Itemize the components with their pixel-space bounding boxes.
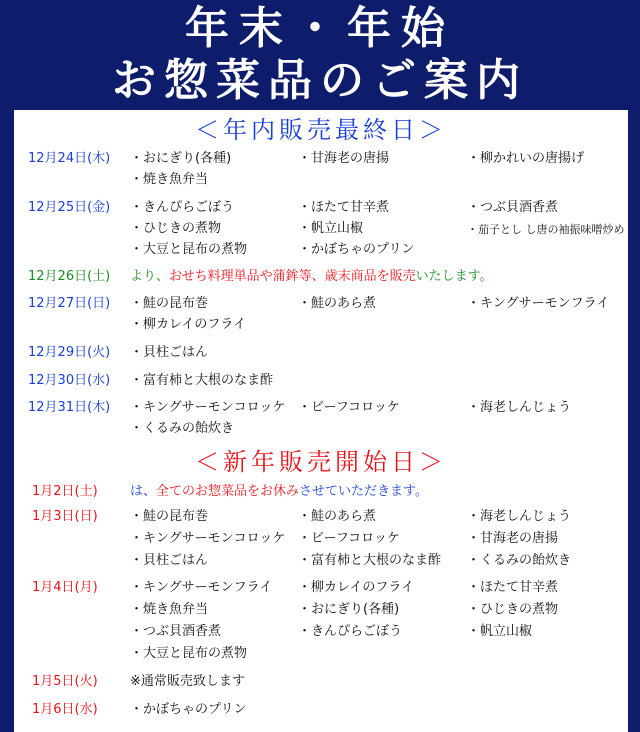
date-0104: 1月4日(月) xyxy=(32,580,98,595)
list-item: ・かぼちゃのプリン xyxy=(298,242,415,257)
list-item: ・鮭の昆布巻 xyxy=(130,296,209,311)
list-item: ・大豆と昆布の煮物 xyxy=(130,646,248,661)
date-0102: 1月2日(土) xyxy=(32,484,98,499)
list-item: ・柳カレイのフライ xyxy=(130,317,246,332)
list-item: ・くるみの飴炊き xyxy=(130,421,235,436)
date-0106: 1月6日(水) xyxy=(32,702,98,717)
list-item: ・ほたて甘辛煮 xyxy=(298,200,390,215)
list-item: ・おにぎり(各種) xyxy=(130,151,232,166)
list-item: ・きんぴらごぼう xyxy=(130,200,235,215)
list-item: ・キングサーモンフライ xyxy=(467,296,610,311)
list-item: ・鮭の昆布巻 xyxy=(130,509,209,524)
list-item: ・海老しんじょう xyxy=(467,400,572,415)
list-item: ・焼き魚弁当 xyxy=(130,172,209,187)
list-item: ・富有柿と大根のなま酢 xyxy=(298,553,442,568)
list-item: ・甘海老の唐揚 xyxy=(298,151,390,166)
list-item: ・貝柱ごはん xyxy=(130,553,209,568)
list-item: ・鮭のあら煮 xyxy=(298,509,377,524)
list-item: ・つぶ貝酒香煮 xyxy=(130,624,222,639)
list-item: ・つぶ貝酒香煮 xyxy=(467,200,559,215)
list-item: ・ひじきの煮物 xyxy=(467,602,559,617)
notice-0102 xyxy=(130,483,428,501)
title-line-2: お惣菜品のご案内 xyxy=(112,55,528,106)
list-item: ・貝柱ごはん xyxy=(130,345,209,360)
list-item: ・鮭のあら煮 xyxy=(298,296,377,311)
list-item: ・茄子とし し唐の袖振味噌炒め xyxy=(467,223,625,236)
header xyxy=(0,0,640,110)
list-item: ・帆立山椒 xyxy=(298,221,364,236)
notice-highlight: 全てのお惣菜品をお休み xyxy=(156,484,300,499)
list-item: ・キングサーモンフライ xyxy=(130,580,273,595)
notice-text: いたします。 xyxy=(415,269,493,284)
notice-text: より、 xyxy=(130,269,170,284)
list-item: ・柳かれいの唐揚げ xyxy=(467,151,585,166)
content-panel xyxy=(14,110,628,732)
list-item: ・焼き魚弁当 xyxy=(130,602,209,617)
date-1225: 12月25日(金) xyxy=(28,200,111,215)
notice-1226 xyxy=(130,268,493,286)
date-1226: 12月26日(土) xyxy=(28,269,111,284)
list-item: ・海老しんじょう xyxy=(467,509,572,524)
list-item: ・ビーフコロッケ xyxy=(298,531,400,546)
date-0103: 1月3日(日) xyxy=(32,509,98,524)
notice-text: させていただきます。 xyxy=(299,484,428,499)
date-0105: 1月5日(火) xyxy=(32,674,98,689)
section-title-new-year: ＜新年販売開始日＞ xyxy=(195,448,447,476)
list-item-note: ※通常販売致します xyxy=(130,674,245,689)
date-1231: 12月31日(木) xyxy=(28,400,111,415)
notice-text: は、 xyxy=(130,484,157,499)
date-1230: 12月30日(水) xyxy=(28,373,111,388)
list-item: ・富有柿と大根のなま酢 xyxy=(130,373,274,388)
title-line-1: 年末・年始 xyxy=(185,3,455,54)
list-item: ・ほたて甘辛煮 xyxy=(467,580,559,595)
list-item: ・かぼちゃのプリン xyxy=(130,702,247,717)
list-item: ・帆立山椒 xyxy=(467,624,533,639)
list-item: ・おにぎり(各種) xyxy=(298,602,400,617)
list-item: ・ひじきの煮物 xyxy=(130,221,222,236)
list-item: ・キングサーモンコロッケ xyxy=(130,400,286,415)
section-title-year-end: ＜年内販売最終日＞ xyxy=(195,116,447,144)
notice-highlight: おせち料理単品や蒲鉾等、歳末商品を販売 xyxy=(169,269,416,284)
date-1229: 12月29日(火) xyxy=(28,345,111,360)
date-1227: 12月27日(日) xyxy=(28,296,111,311)
list-item: ・甘海老の唐揚 xyxy=(467,531,559,546)
list-item: ・くるみの飴炊き xyxy=(467,553,572,568)
list-item: ・キングサーモンコロッケ xyxy=(130,531,286,546)
date-1224: 12月24日(木) xyxy=(28,151,111,166)
list-item: ・大豆と昆布の煮物 xyxy=(130,242,248,257)
list-item: ・柳カレイのフライ xyxy=(298,580,414,595)
list-item: ・ビーフコロッケ xyxy=(298,400,400,415)
list-item: ・きんぴらごぼう xyxy=(298,624,403,639)
